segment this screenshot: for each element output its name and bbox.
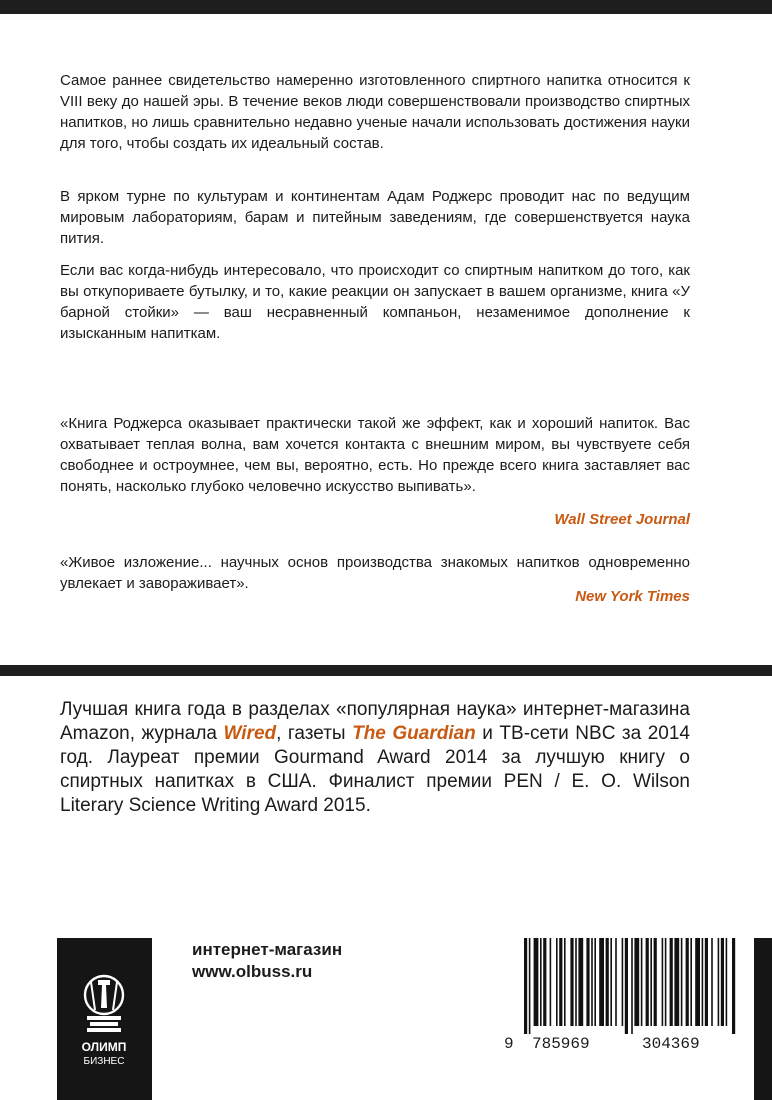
publisher-logo-name: ОЛИМП [81, 1040, 127, 1054]
review-source-1: Wall Street Journal [554, 511, 690, 528]
award-guardian: The Guardian [352, 723, 476, 744]
award-wired: Wired [223, 723, 277, 744]
top-border [0, 0, 772, 14]
isbn-group-1: 785969 [532, 1035, 590, 1053]
shop-label: интернет-магазин [192, 940, 343, 959]
section-divider [0, 665, 772, 676]
review-quote-1: «Книга Роджерса оказывает практически такой же эффект, как и хороший напиток. Вас охватывает теплая волна, вам хочется контакта с внешним миром, вы чувствуете себя свободнее и остроумнее, чем вы, вероятно, есть. Но прежде всего книга заставляет вас понять, насколько глубоко человечно искусство выпивать». [60, 415, 690, 495]
review-quote-2: «Живое изложение... научных основ производства знакомых напитков одновременно увлекает и завораживает». [60, 554, 690, 592]
annotation-paragraph-3: Если вас когда-нибудь интересовало, что происходит со спиртным напитком до того, как вы откупориваете бутылку, и то, какие реакции он запускает в вашем организме, книга «У барной стойки» — ваш несравненный компаньон, незаменимое дополнение к изысканным напиткам. [60, 262, 690, 342]
shop-url[interactable]: www.olbuss.ru [192, 962, 313, 981]
annotation-paragraph-1: Самое раннее свидетельство намеренно изготовленного спиртного напитка относится к VIII веку до нашей эры. В течение веков люди совершенствовали производство спиртных напитков, но лишь сравнительно недавно ученые начали использовать достижения науки для того, чтобы создать их идеальный состав. [60, 72, 690, 152]
award-text-part-3: и ТВ-сети NBC за 2014 год. Лауреат премии Gourmand Award 2014 за лучшую книгу о спиртных напитках в США. Финалист премии PEN / E. O. Wilson Literary Science Writing Award 2015. [60, 723, 690, 816]
isbn-barcode [502, 938, 738, 1034]
right-edge-bar [754, 938, 772, 1100]
publisher-logo [57, 938, 152, 1100]
publisher-logo-subname: БИЗНЕС [83, 1056, 125, 1067]
award-text-part-2: , газеты [276, 723, 353, 744]
isbn-lead-digit: 9 [504, 1035, 514, 1053]
isbn-number [502, 1035, 738, 1055]
review-source-2: New York Times [575, 588, 690, 605]
shop-info [192, 939, 342, 983]
isbn-group-2: 304369 [642, 1035, 700, 1053]
publisher-emblem-icon [57, 938, 152, 1100]
annotation-paragraph-2: В ярком турне по культурам и континентам Адам Роджерс проводит нас по ведущим мировым лабораториям, барам и питейным заведениям, где совершенствуется наука пития. [60, 188, 690, 247]
award-text [60, 698, 690, 818]
award-text-part-1: Лучшая книга года в разделах «популярная наука» интернет-магазина Amazon, журнала [60, 699, 690, 744]
barcode-icon [502, 938, 738, 1034]
